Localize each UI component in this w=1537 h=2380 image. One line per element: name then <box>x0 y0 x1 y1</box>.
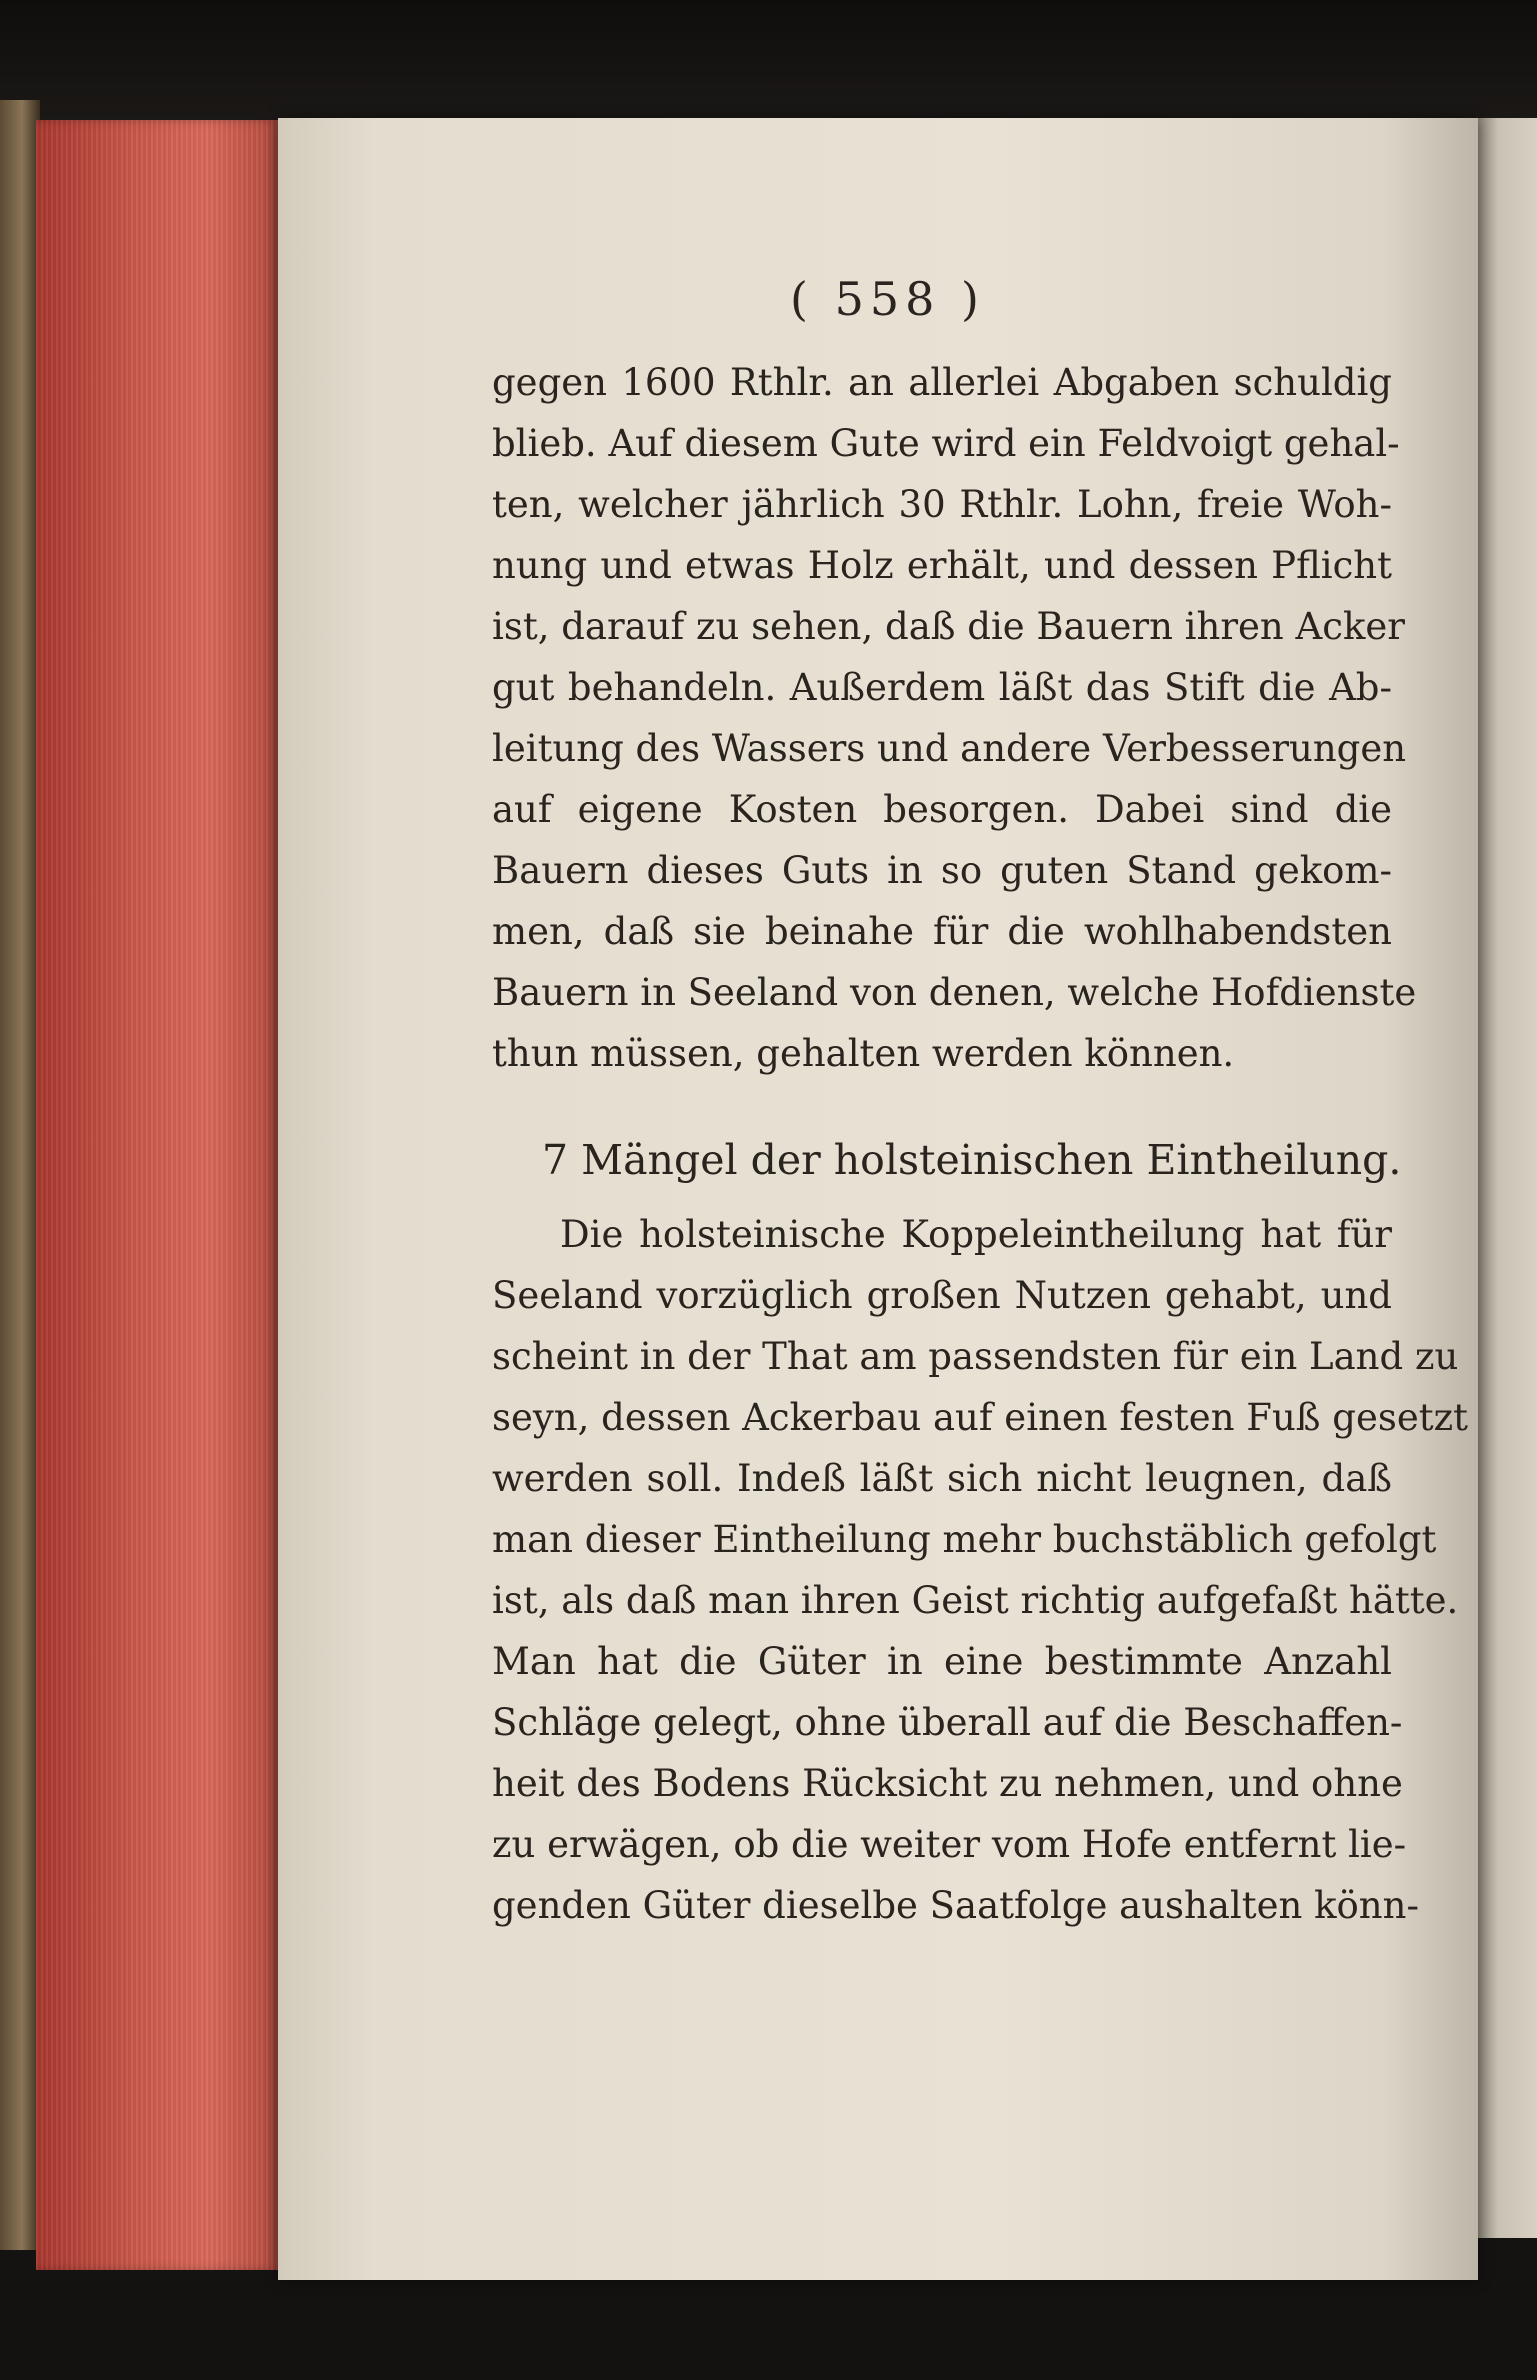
text-line: men, daß sie beinahe für die wohlhabendsten <box>492 910 1392 953</box>
page-number: ( 558 ) <box>790 272 985 326</box>
background-bottom <box>0 2280 1537 2380</box>
text-line: scheint in der That am passendsten für ein Land zu <box>492 1335 1459 1378</box>
red-page-edge <box>36 120 281 2270</box>
text-line: gegen 1600 Rthlr. an allerlei Abgaben schuldig <box>492 361 1392 404</box>
text-line: ten, welcher jährlich 30 Rthlr. Lohn, freie Woh- <box>492 483 1392 526</box>
background-top <box>0 0 1537 120</box>
text-line: Seeland vorzüglich großen Nutzen gehabt, und <box>492 1274 1392 1317</box>
paragraph-2 <box>492 1204 1468 1936</box>
page-text <box>492 352 1468 1936</box>
text-line: Bauern dieses Guts in so guten Stand gekom- <box>492 849 1392 892</box>
paragraph-1 <box>492 352 1417 1084</box>
text-line: auf eigene Kosten besorgen. Dabei sind die <box>492 788 1392 831</box>
text-line: Man hat die Güter in eine bestimmte Anzahl <box>492 1640 1392 1683</box>
text-line: leitung des Wassers und andere Verbesserungen <box>492 727 1407 770</box>
text-line: genden Güter dieselbe Saatfolge aushalten könn- <box>492 1884 1419 1927</box>
text-line: blieb. Auf diesem Gute wird ein Feldvoigt gehal- <box>492 422 1400 465</box>
text-line: heit des Bodens Rücksicht zu nehmen, und ohne <box>492 1762 1403 1805</box>
book-cover-edge <box>0 100 40 2250</box>
section-heading: 7 Mängel der holsteinischen Eintheilung. <box>542 1136 1402 1184</box>
text-line: man dieser Eintheilung mehr buchstäblich gefolgt <box>492 1518 1437 1561</box>
text-line: Schläge gelegt, ohne überall auf die Beschaffen- <box>492 1701 1403 1744</box>
text-line: zu erwägen, ob die weiter vom Hofe entfernt lie- <box>492 1823 1407 1866</box>
text-line: ist, als daß man ihren Geist richtig aufgefaßt hätte. <box>492 1579 1459 1622</box>
text-line: Die holsteinische Koppeleintheilung hat für <box>560 1213 1392 1256</box>
text-line: thun müssen, gehalten werden können. <box>492 1032 1235 1075</box>
text-line: seyn, dessen Ackerbau auf einen festen Fuß gesetzt <box>492 1396 1468 1439</box>
text-line: werden soll. Indeß läßt sich nicht leugnen, daß <box>492 1457 1392 1500</box>
text-line: Bauern in Seeland von denen, welche Hofdienste <box>492 971 1417 1014</box>
text-line: ist, darauf zu sehen, daß die Bauern ihren Acker <box>492 605 1405 648</box>
text-line: nung und etwas Holz erhält, und dessen Pflicht <box>492 544 1392 587</box>
text-line: gut behandeln. Außerdem läßt das Stift die Ab- <box>492 666 1392 709</box>
facing-page-edge <box>1478 118 1537 2238</box>
